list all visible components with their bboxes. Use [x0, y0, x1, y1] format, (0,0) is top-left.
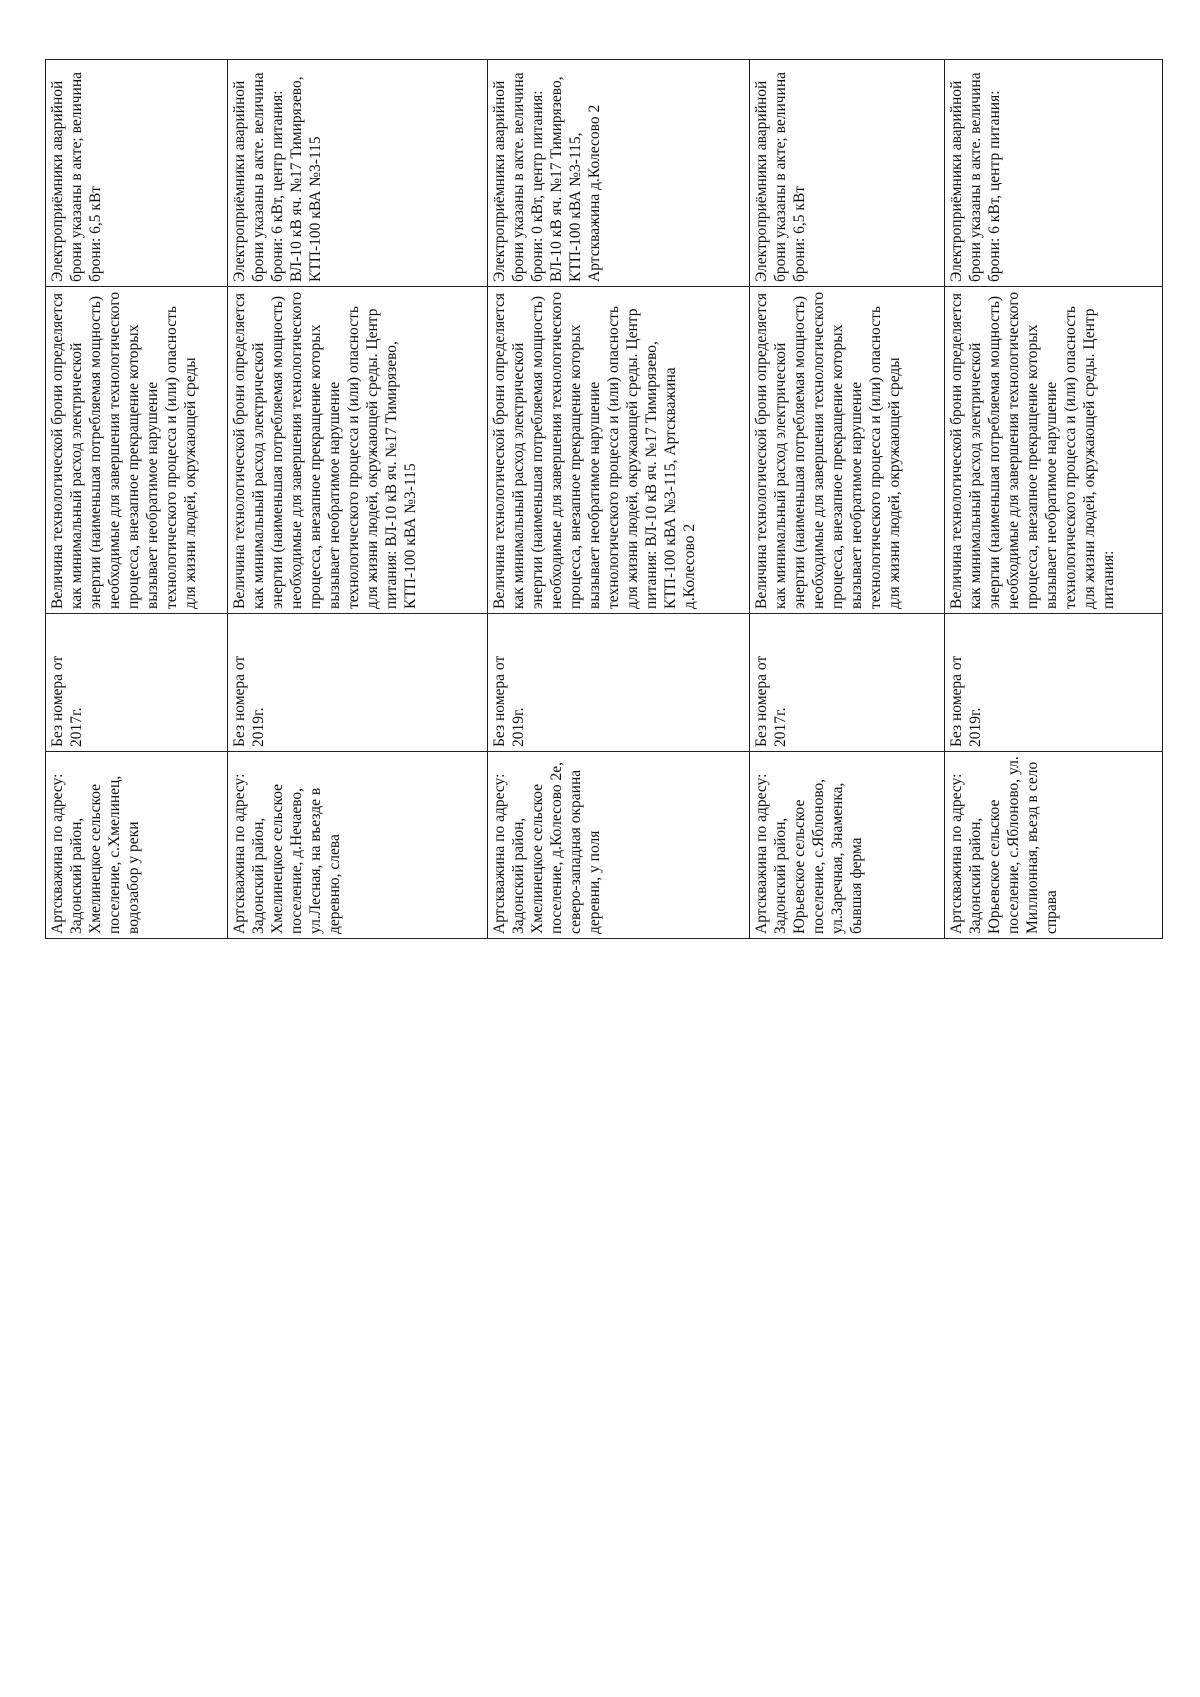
emergency-armor-cell: Электроприёмники аварийной брони указаны в акте. величина брони: 6 кВт, центр питания: [945, 60, 1163, 287]
table-row [750, 60, 945, 939]
table-row [945, 60, 1163, 939]
table-row [46, 60, 228, 939]
address-cell: Артскважина по адресу: Задонский район, Хмелинецкое сельское поселение, с.Хмелинец, водозабор у реки [46, 752, 228, 939]
tech-armor-cell: Величина технологической брони определяется как минимальный расход электрической энергии (наименьшая потребляемая мощность) необходимые для завершения технологического процесса, внезапное прекращение которых вызывает необратимое нарушение технологического процесса и (или) опасность для жизни людей, окружающей среды. Центр питания: [945, 287, 1163, 614]
document-cell: Без номера от 2017г. [750, 614, 945, 752]
address-cell: Артскважина по адресу: Задонский район, Юрьевское сельское поселение, с.Яблоново, ул. Миллионная, въезд в село справа [945, 752, 1163, 939]
tech-armor-cell: Величина технологической брони определяется как минимальный расход электрической энергии (наименьшая потребляемая мощность) необходимые для завершения технологического процесса, внезапное прекращение которых вызывает необратимое нарушение технологического процесса и (или) опасность для жизни людей, окружающей среды [46, 287, 228, 614]
armor-registry-table [45, 59, 1163, 939]
tech-armor-cell: Величина технологической брони определяется как минимальный расход электрической энергии (наименьшая потребляемая мощность) необходимые для завершения технологического процесса, внезапное прекращение которых вызывает необратимое нарушение технологического процесса и (или) опасность для жизни людей, окружающей среды. Центр питания: ВЛ-10 кВ яч. №17 Тимирязево, КТП-100 кВА №3-115, Артскважина д.Колесово 2 [488, 287, 750, 614]
table-row [488, 60, 750, 939]
address-cell: Артскважина по адресу: Задонский район, Хмелинецкое сельское поселение, д.Колесово 2е, северо-западная окраина деревни, у поля [488, 752, 750, 939]
table-row [228, 60, 488, 939]
emergency-armor-cell: Электроприёмники аварийной брони указаны в акте; величина брони: 6,5 кВт [46, 60, 228, 287]
tech-armor-cell: Величина технологической брони определяется как минимальный расход электрической энергии (наименьшая потребляемая мощность) необходимые для завершения технологического процесса, внезапное прекращение которых вызывает необратимое нарушение технологического процесса и (или) опасность для жизни людей, окружающей среды [750, 287, 945, 614]
document-cell: Без номера от 2019г. [945, 614, 1163, 752]
address-cell: Артскважина по адресу: Задонский район, Юрьевское сельское поселение, с.Яблоново, ул.Заречная, Знаменка, бывшая ферма [750, 752, 945, 939]
emergency-armor-cell: Электроприёмники аварийной брони указаны в акте; величина брони: 6,5 кВт [750, 60, 945, 287]
document-cell: Без номера от 2019г. [488, 614, 750, 752]
emergency-armor-cell: Электроприёмники аварийной брони указаны в акте. величина брони: 0 кВт, центр питания: ВЛ-10 кВ яч. №17 Тимирязево, КТП-100 кВА №3-115, Артскважина д.Колесово 2 [488, 60, 750, 287]
rotated-table-block [45, 0, 1185, 939]
document-cell: Без номера от 2017г. [46, 614, 228, 752]
tech-armor-cell: Величина технологической брони определяется как минимальный расход электрической энергии (наименьшая потребляемая мощность) необходимые для завершения технологического процесса, внезапное прекращение которых вызывает необратимое нарушение технологического процесса и (или) опасность для жизни людей, окружающей среды. Центр питания: ВЛ-10 кВ яч. №17 Тимирязево, КТП-100 кВА №3-115 [228, 287, 488, 614]
document-cell: Без номера от 2019г. [228, 614, 488, 752]
address-cell: Артскважина по адресу: Задонский район, Хмелинецкое сельское поселение, д.Нечаево, ул.Лесная, на въезде в деревню, слева [228, 752, 488, 939]
emergency-armor-cell: Электроприёмники аварийной брони указаны в акте. величина брони: 6 кВт, центр питания: ВЛ-10 кВ яч. №17 Тимирязево, КТП-100 кВА №3-115 [228, 60, 488, 287]
